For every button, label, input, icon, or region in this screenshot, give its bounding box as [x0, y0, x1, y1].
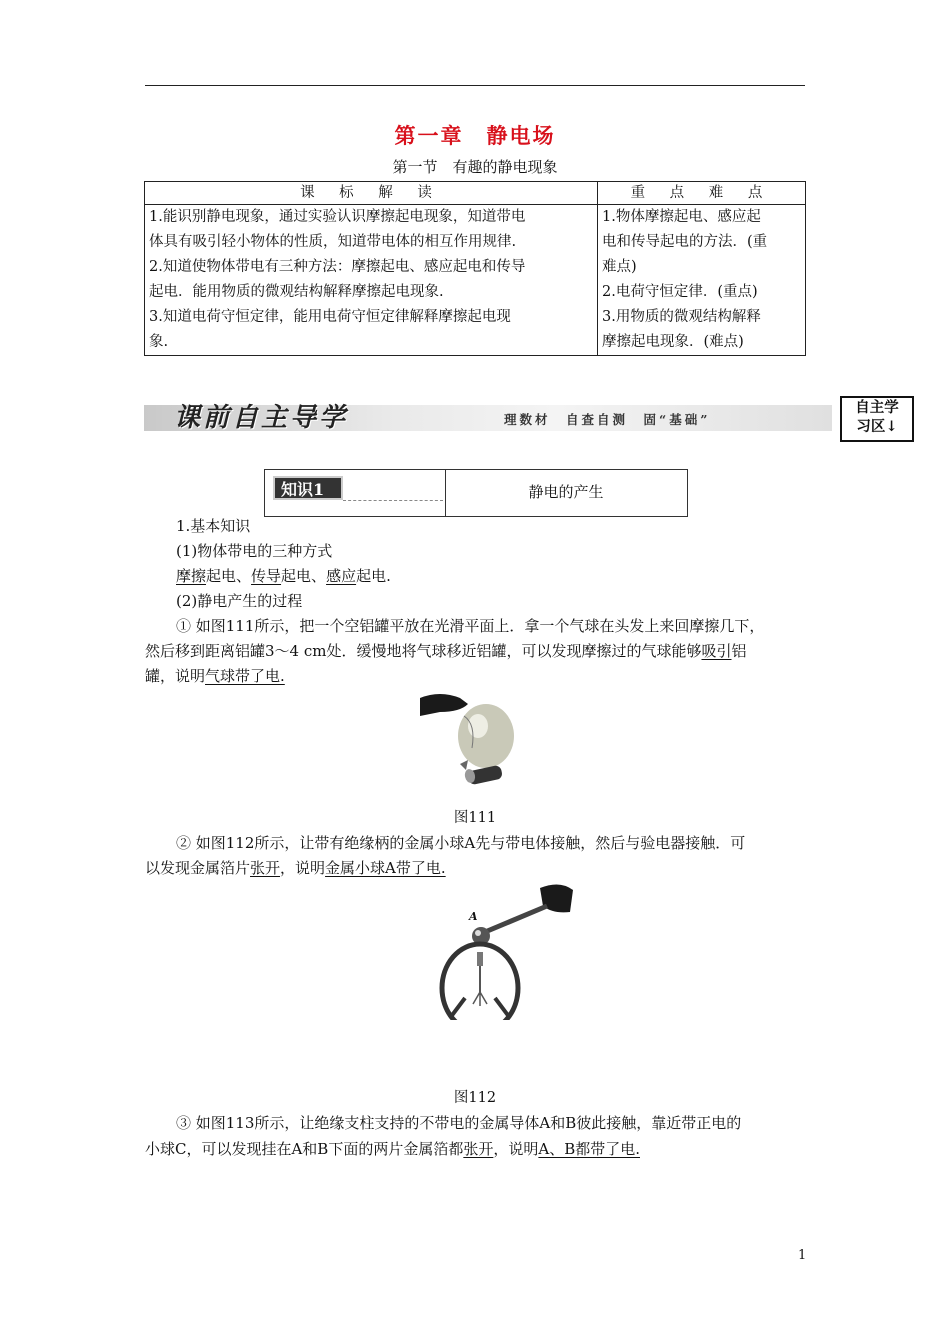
keypoint-line: 电和传导起电的方法．(重 [602, 234, 768, 250]
three-ways-line [176, 564, 391, 589]
paragraph-line: ① 如图111所示，把一个空铝罐平放在光滑平面上．拿一个气球在头发上来回摩擦几下， [176, 617, 765, 635]
knowledge-title: 静电的产生 [528, 483, 604, 501]
text-run: ，说明 [280, 859, 326, 877]
banner-subtitle: 理数材 自查自测 固“基础” [504, 412, 711, 427]
keypoint-line: 3.用物质的微观结构解释 [602, 309, 761, 325]
figure-112-label: A [469, 910, 478, 923]
objective-line: 3.知道电荷守恒定律，能用电荷守恒定律解释摩擦起电现 [149, 309, 511, 325]
answer-blank: 吸引 [701, 642, 732, 660]
text-run: 小球C，可以发现挂在A和B下面的两片金属箔都 [145, 1140, 464, 1158]
answer-blank: 张开 [250, 859, 281, 877]
text-run: ，说明 [493, 1140, 539, 1158]
answer-blank: 摩擦 [176, 567, 207, 585]
figure-111-caption: 图111 [453, 810, 497, 826]
keypoint-line: 摩擦起电现象．(难点) [602, 334, 744, 350]
three-ways-heading: (1)物体带电的三种方式 [176, 542, 333, 560]
page-number: 1 [798, 1248, 807, 1263]
header-rule [145, 85, 805, 86]
answer-blank: 金属小球A带了电. [325, 859, 446, 877]
objective-line: 2.知道使物体带电有三种方法：摩擦起电、感应起电和传导 [149, 259, 526, 275]
objective-line: 体具有吸引轻小物体的性质，知道带电体的相互作用规律. [149, 234, 517, 250]
paragraph-line [145, 664, 285, 689]
keypoint-line: 2.电荷守恒定律．(重点) [602, 284, 758, 300]
objective-line: 起电．能用物质的微观结构解释摩擦起电现象. [149, 284, 444, 300]
text-run: 起电、 [281, 567, 327, 585]
objective-line: 象. [149, 334, 169, 350]
text-run: 以发现金属箔片 [145, 859, 251, 877]
section-title: 第一节 有趣的静电现象 [392, 158, 558, 176]
answer-blank: A、B都带了电. [538, 1140, 640, 1158]
objectives-cell [145, 205, 598, 356]
keypoint-line: 难点) [602, 259, 637, 275]
answer-blank: 传导 [251, 567, 282, 585]
tag-dashed-line [343, 500, 443, 501]
objective-line: 1.能识别静电现象，通过实验认识摩擦起电现象，知道带电 [149, 209, 526, 225]
objectives-header: 课 标 解 读 [145, 182, 598, 205]
answer-blank: 张开 [463, 1140, 494, 1158]
basic-heading: 1.基本知识 [176, 517, 251, 535]
paragraph-line [145, 639, 747, 664]
text-run: 起电、 [206, 567, 252, 585]
section-banner [144, 397, 834, 437]
badge-line: 自主学 [855, 399, 899, 416]
objectives-table [144, 181, 806, 356]
text-run: 铝 [731, 642, 747, 660]
answer-blank: 感应 [326, 567, 357, 585]
chapter-title: 第一章 静电场 [394, 123, 556, 148]
figure-111-photo [420, 690, 525, 790]
badge-line: 习区↓ [856, 418, 898, 435]
text-run: 然后移到距离铝罐3～4 cm处．缓慢地将气球移近铝罐，可以发现摩擦过的气球能够 [145, 642, 702, 660]
paragraph-line: ② 如图112所示，让带有绝缘柄的金属小球A先与带电体接触，然后与验电器接触．可 [176, 834, 746, 852]
figure-112-caption: 图112 [453, 1090, 497, 1106]
paragraph-line [145, 856, 446, 881]
paragraph-line: ③ 如图113所示，让绝缘支柱支持的不带电的金属导体A和B彼此接触，靠近带正电的 [176, 1114, 742, 1132]
keypoints-cell [598, 205, 806, 356]
keypoints-header: 重 点 难 点 [598, 182, 806, 205]
answer-blank: 气球带了电. [205, 667, 285, 685]
self-study-badge [840, 396, 914, 442]
text-run: 罐，说明 [145, 667, 206, 685]
process-heading: (2)静电产生的过程 [176, 592, 303, 610]
knowledge-tag: 知识1 [273, 476, 343, 500]
text-run: 起电. [356, 567, 391, 585]
figure-112-photo [425, 880, 575, 1020]
paragraph-line [145, 1137, 640, 1162]
banner-title: 课前自主导学 [174, 403, 349, 433]
keypoint-line: 1.物体摩擦起电、感应起 [602, 209, 761, 225]
knowledge-box [264, 469, 688, 517]
